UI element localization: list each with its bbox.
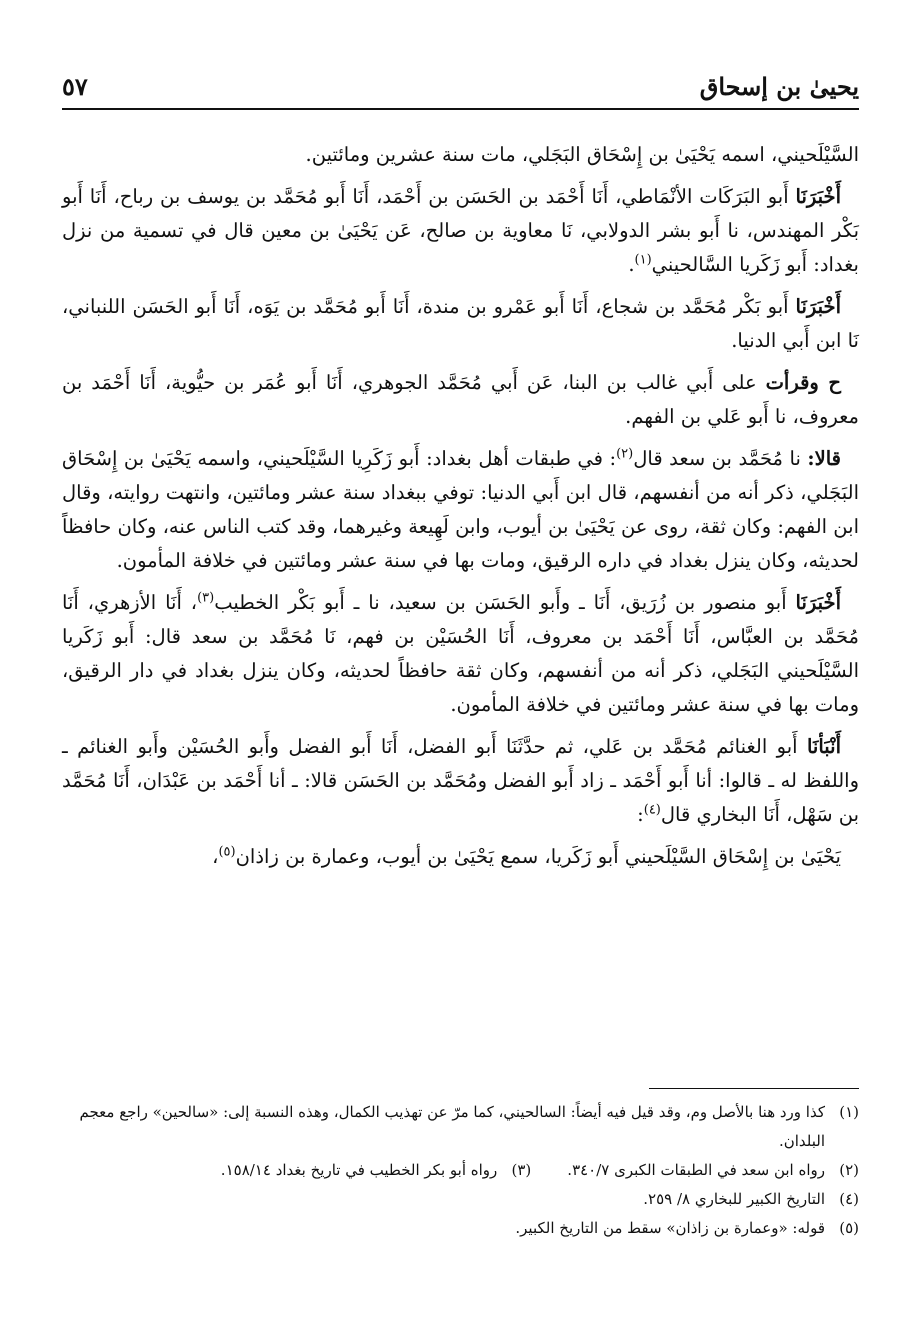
paragraph xyxy=(62,366,859,434)
footnote-number: (٤) xyxy=(839,1190,859,1208)
chain-opener: أَنْبَأنَا xyxy=(806,735,841,758)
paragraph xyxy=(62,586,859,722)
footnote-ref[interactable]: (٤) xyxy=(643,802,661,818)
chain-opener: ح وقرأت xyxy=(765,371,841,394)
running-title: يحيىٰ بن إسحاق xyxy=(699,71,859,101)
paragraph-tail: ، أَنَا الأزهري، أَنَا مُحَمَّد بن العبَّاس، أَنَا أَحْمَد بن معروف، أَنَا الحُسَيْن بن فهم، نَا مُحَمَّد بن سعد قال: أَبو زَكَريا السَّيْلَحيني البَجَلي، ذكر أنه من أنفسهم، وكان ثقة حافظاً لحديثه، وكان ينزل بغداد في دار الرقيق، ومات بها في سنة عشر ومائتين في خلافة المأمون. xyxy=(62,591,859,716)
footnotes xyxy=(62,1098,859,1243)
page-header xyxy=(62,66,859,106)
chain-opener: أَخْبَرَنَا xyxy=(795,185,841,208)
paragraph xyxy=(62,180,859,282)
footnote-item xyxy=(62,1098,859,1156)
footnote-number: (١) xyxy=(839,1103,859,1121)
footnote-item xyxy=(221,1156,531,1185)
footnote-text: كذا ورد هنا بالأصل وم، وقد قيل فيه أيضاً: السالحيني، كما مرّ عن تهذيب الكمال، وهذه النسبة إلى: «سالحين» راجع معجم البلدان. xyxy=(79,1103,825,1150)
paragraph xyxy=(62,730,859,832)
footnote-item xyxy=(62,1214,859,1243)
paragraph-text: أَبو منصور بن زُرَيق، أَنَا ـ وأَبو الحَسَن بن سعيد، نا ـ أَبو بَكْر الخطيب xyxy=(214,591,796,614)
footnote-text: رواه أبو بكر الخطيب في تاريخ بغداد ١٥٨/١٤. xyxy=(220,1161,498,1179)
paragraph-text: أَبو البَرَكَات الأنْمَاطي، أَنَا أَحْمَد بن الحَسَن بن أَحْمَد، أَنَا أَبو مُحَمَّد بن يوسف بن رباح، أَنَا أَبو بَكْر المهندس، نا أَبو بشر الدولابي، نَا معاوية بن صالح، عَن يَحْيَىٰ بن معين قال في تسمية من نزل بغداد: أَبو زَكَريا السَّالحيني xyxy=(62,185,859,276)
paragraph-text: أَبو بَكْر مُحَمَّد بن شجاع، أَنَا أَبو عَمْرو بن مندة، أَنَا أَبو مُحَمَّد بن يَوَه، أَنَا أَبو الحَسَن اللنباني، نَا ابن أَبي الدنيا. xyxy=(62,295,859,352)
footnote-separator xyxy=(649,1088,859,1089)
footnote-ref[interactable]: (٥) xyxy=(218,844,236,860)
paragraph-tail: . xyxy=(628,253,635,276)
paragraph xyxy=(62,138,859,172)
paragraph-text: على أَبي غالب بن البنا، عَن أَبي مُحَمَّد الجوهري، أَنَا أَبو عُمَر بن حيُّوية، أَنَا أَحْمَد بن معروف، نا أَبو عَلي بن الفهم. xyxy=(62,371,859,428)
chain-opener: أَخْبَرَنَا xyxy=(795,591,841,614)
page-number: ٥٧ xyxy=(62,71,88,101)
header-rule xyxy=(62,108,859,110)
paragraph-text: أَبو الغنائم مُحَمَّد بن عَلي، ثم حدَّثَنَا أَبو الفضل، أَنَا أَبو الفضل وأَبو الحُسَيْن وأَبو الغنائم ـ واللفظ له ـ قالوا: أنا أَبو أَحْمَد ـ زاد أَبو الفضل ومُحَمَّد بن الحَسَن قالا: ـ أنا أَحْمَد بن عَبْدَان، أَنَا مُحَمَّد بن سَهْل، أَنَا البخاري قال xyxy=(62,735,859,826)
paragraph-tail: ، xyxy=(212,845,219,868)
paragraph-text: يَحْيَىٰ بن إِسْحَاق السَّيْلَحيني أَبو زَكَريا، سمع يَحْيَىٰ بن أيوب، وعمارة بن زاذان xyxy=(235,845,841,868)
paragraph xyxy=(62,840,859,874)
chain-opener: أَخْبَرَنَا xyxy=(795,295,841,318)
footnote-number: (٣) xyxy=(511,1161,532,1179)
main-text xyxy=(62,138,859,882)
footnote-text: رواه ابن سعد في الطبقات الكبرى ٣٤٠/٧. xyxy=(567,1161,825,1179)
footnote-item xyxy=(567,1156,859,1185)
paragraph-tail: : xyxy=(637,803,644,826)
paragraph xyxy=(62,442,859,578)
paragraph xyxy=(62,290,859,358)
chain-opener: قالا: xyxy=(807,447,842,470)
paragraph-text: السَّيْلَحيني، اسمه يَحْيَىٰ بن إِسْحَاق البَجَلي، مات سنة عشرين ومائتين. xyxy=(305,143,859,166)
footnote-text: قوله: «وعمارة بن زاذان» سقط من التاريخ الكبير. xyxy=(515,1219,825,1237)
paragraph-tail: : في طبقات أهل بغداد: أَبو زَكَرِيا السَّيْلَحيني، واسمه يَحْيَىٰ بن إِسْحَاق البَجَلي، ذكر أنه من أنفسهم، قال ابن أَبي الدنيا: توفي ببغداد سنة عشر ومائتين، وانتهت روايته، وقال ابن الفهم: وكان ثقة، روى عن يَحْيَىٰ بن أيوب، وابن لَهِيعة وغيرهما، وقد كتب الناس عنه، وكان حافظاً لحديثه، وكان ينزل بغداد في داره الرقيق، ومات بها في سنة عشر ومائتين في خلافة المأمون. xyxy=(62,447,859,572)
footnote-number: (٢) xyxy=(839,1161,859,1179)
footnote-item xyxy=(62,1185,859,1214)
footnote-ref[interactable]: (١) xyxy=(634,252,652,268)
paragraph-text: نا مُحَمَّد بن سعد قال xyxy=(633,447,808,470)
footnote-text: التاريخ الكبير للبخاري ٨/ ٢٥٩. xyxy=(643,1190,825,1208)
footnote-pair xyxy=(62,1156,859,1185)
footnote-number: (٥) xyxy=(839,1219,859,1237)
footnote-ref[interactable]: (٢) xyxy=(616,446,634,462)
footnote-ref[interactable]: (٣) xyxy=(197,590,215,606)
